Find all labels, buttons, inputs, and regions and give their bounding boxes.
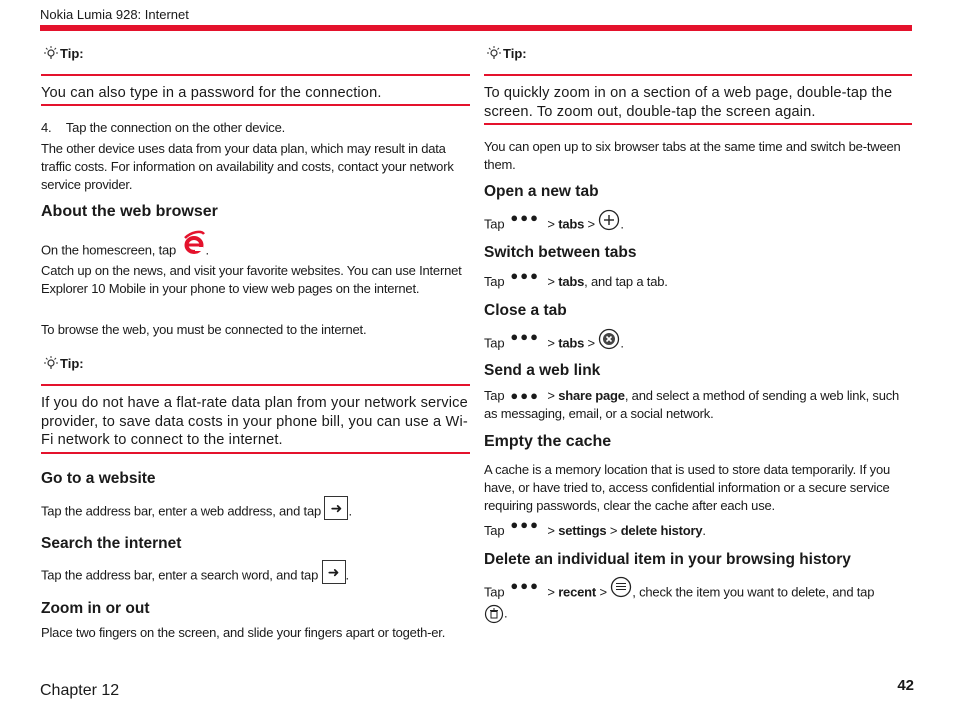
step-number: 4. <box>41 120 52 135</box>
text-span: > <box>609 523 618 538</box>
list-circle-icon <box>610 576 632 598</box>
tip-label-text: Tip: <box>60 355 84 371</box>
paragraph: The other device uses data from your data plan, which may result in data traffic costs. For information on availability and costs, contact your network service provider. <box>41 141 454 192</box>
instruction-switch-tabs <box>484 268 912 291</box>
section-heading-close-tab: Close a tab <box>484 302 567 319</box>
menu-path-tabs: tabs <box>558 274 585 289</box>
paragraph: A cache is a memory location that is used to store data temporarily. If you have, or have tried to, access confidential information or a secure service requiring passwords, clear the cache after each use. <box>484 462 891 513</box>
text-span: . <box>504 605 508 621</box>
menu-path-tabs: tabs <box>558 216 585 232</box>
step-text: Tap the connection on the other device. <box>65 120 286 135</box>
text-span: > <box>587 216 595 232</box>
paragraph: To browse the web, you must be connected to the internet. <box>41 322 367 337</box>
instruction-close-tab <box>484 329 912 355</box>
footer-chapter: Chapter 12 <box>40 682 120 699</box>
tip-label-text: Tip: <box>60 45 84 61</box>
section-heading-search: Search the internet <box>41 535 182 552</box>
more-dots-icon: ●●● <box>510 578 540 594</box>
text-span: Tap <box>484 584 505 600</box>
text-span: Tap <box>484 335 505 351</box>
menu-path-delete-history: delete history <box>620 523 703 538</box>
paragraph: You can open up to six browser tabs at the same time and switch be-tween them. <box>484 139 901 172</box>
text-span: . <box>348 503 352 519</box>
paragraph: Place two fingers on the screen, and slide your fingers apart or togeth-er. <box>41 625 446 640</box>
text-span: . <box>205 242 209 258</box>
text-span: . <box>702 523 706 538</box>
instruction-send-link <box>484 387 904 423</box>
paragraph <box>41 500 469 524</box>
section-heading-switch-tabs: Switch between tabs <box>484 244 637 261</box>
menu-path-recent: recent <box>558 584 597 600</box>
text-span: . <box>620 216 624 232</box>
text-span: , check the item you want to delete, and tap <box>632 584 875 600</box>
section-heading-open-tab: Open a new tab <box>484 183 599 200</box>
section-heading-about: About the web browser <box>41 203 218 220</box>
lightbulb-icon <box>41 355 59 371</box>
tip-text: To quickly zoom in on a section of a web page, double-tap the screen. To zoom out, double-tap the screen again. <box>484 85 893 120</box>
text-span: On the homescreen, tap <box>41 242 177 258</box>
more-dots-icon: ●●● <box>510 388 540 403</box>
text-span: Tap <box>484 523 505 538</box>
tip-rule-bottom <box>484 123 912 125</box>
more-dots-icon: ●●● <box>510 268 540 283</box>
tip-label <box>41 355 84 371</box>
tip-rule-bottom <box>41 104 470 106</box>
add-circle-icon <box>598 209 620 231</box>
text-span: > <box>547 274 555 289</box>
text-span: > <box>587 335 595 351</box>
menu-path-tabs: tabs <box>558 335 585 351</box>
paragraph: Catch up on the news, and visit your favorite websites. You can use Internet Explorer 10 Mobile in your phone to view web pages on the internet. <box>41 263 462 296</box>
section-heading-send-link: Send a web link <box>484 362 601 379</box>
trash-circle-icon <box>484 604 504 624</box>
instruction-delete-history <box>484 517 912 540</box>
step-item <box>41 119 469 137</box>
text-span: Tap the address bar, enter a search word, and tap <box>41 567 319 583</box>
tip-rule-top <box>41 74 470 76</box>
text-span: > <box>547 584 555 600</box>
tip-rule-bottom <box>41 452 470 454</box>
section-heading-empty-cache: Empty the cache <box>484 433 612 450</box>
section-heading-zoom: Zoom in or out <box>41 600 150 617</box>
paragraph-homescreen <box>41 238 469 264</box>
instruction-delete-item <box>484 578 912 624</box>
section-heading-delete-item: Delete an individual item in your browsing history <box>484 551 851 568</box>
more-dots-icon: ●●● <box>510 210 540 226</box>
text-span: Tap <box>484 274 505 289</box>
section-heading-go-to-website: Go to a website <box>41 470 156 487</box>
lightbulb-icon <box>41 45 59 61</box>
text-span: Tap the address bar, enter a web address, and tap <box>41 503 322 519</box>
more-dots-icon: ●●● <box>510 329 540 345</box>
tip-label-text: Tip: <box>503 45 527 61</box>
instruction-open-tab <box>484 210 912 236</box>
text-span: > <box>599 584 607 600</box>
tip-label <box>484 45 527 61</box>
close-circle-icon <box>598 328 620 350</box>
text-span: , and select a method of sending a web link, such as messaging, email, or a social network. <box>484 388 900 421</box>
page-number: 42 <box>897 677 914 694</box>
text-span: Tap <box>484 388 505 403</box>
internet-explorer-icon <box>182 230 206 256</box>
tip-text: You can also type in a password for the connection. <box>41 85 382 101</box>
text-span: , and tap a tab. <box>584 274 668 289</box>
lightbulb-icon <box>484 45 502 61</box>
document-header: Nokia Lumia 928: Internet <box>40 7 189 22</box>
tip-text: If you do not have a flat-rate data plan from your network service provider, to save data costs in your phone bill, you can use a Wi-Fi network to connect to the internet. <box>41 395 468 448</box>
paragraph <box>41 564 469 588</box>
text-span: Tap <box>484 216 505 232</box>
tip-label <box>41 45 84 61</box>
menu-path-settings: settings <box>558 523 607 538</box>
more-dots-icon: ●●● <box>510 517 540 532</box>
text-span: > <box>547 216 555 232</box>
tip-rule-top <box>41 384 470 386</box>
tip-rule-top <box>484 74 912 76</box>
arrow-go-icon: ➜ <box>324 496 348 520</box>
text-span: > <box>547 335 555 351</box>
text-span: > <box>547 523 555 538</box>
text-span: . <box>620 335 624 351</box>
header-rule <box>40 25 912 31</box>
text-span: > <box>547 388 555 403</box>
menu-path-share-page: share page <box>558 388 625 403</box>
arrow-go-icon: ➜ <box>322 560 346 584</box>
text-span: . <box>345 567 349 583</box>
